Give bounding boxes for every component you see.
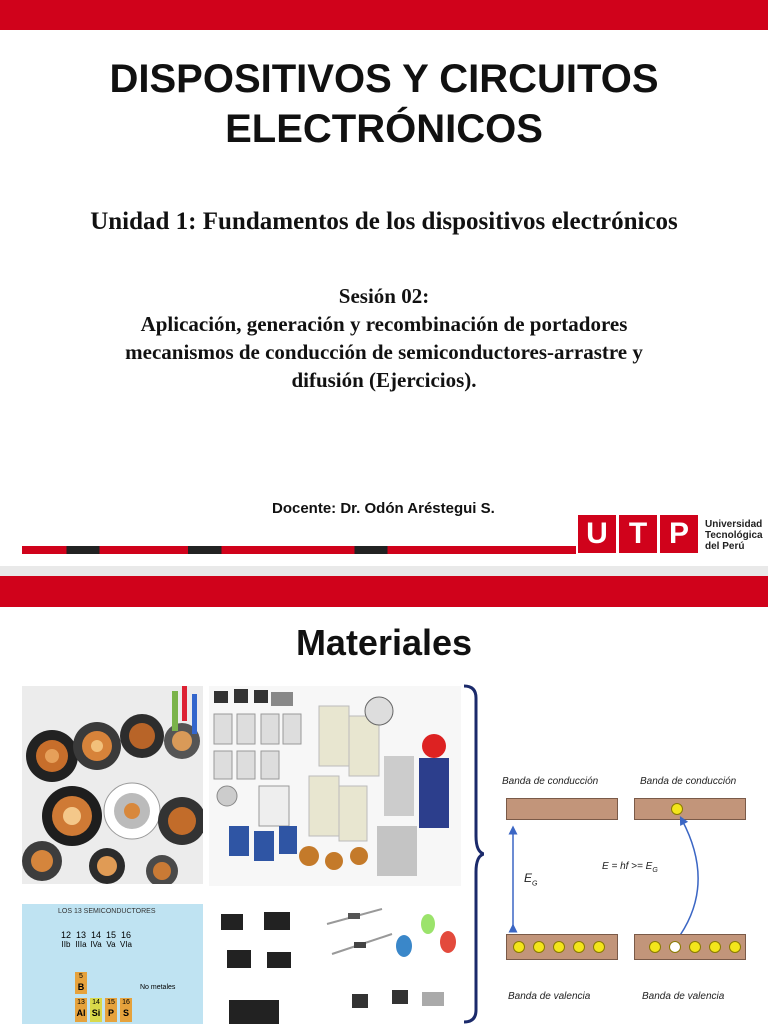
logo-text-line-3: del Perú xyxy=(705,541,745,552)
element-symbol: S xyxy=(122,1008,129,1018)
top-red-bar xyxy=(0,576,768,607)
element-number: 16 xyxy=(122,999,130,1006)
logo-letter-u: U xyxy=(578,515,616,553)
group-name: Va xyxy=(106,940,116,949)
valence-band-label-left: Banda de valencia xyxy=(508,991,591,1002)
eg-arrow xyxy=(505,824,525,934)
element-number: 13 xyxy=(77,999,85,1006)
utp-logo-text xyxy=(705,519,763,552)
group-name: IIb xyxy=(61,940,71,949)
valence-electron xyxy=(593,941,605,953)
electrical-components-photo xyxy=(209,686,461,886)
materials-slide xyxy=(0,576,768,1024)
ic-chips-photo xyxy=(209,904,311,984)
equation-text: E = hf >= E xyxy=(602,861,653,872)
main-title xyxy=(0,54,768,154)
element-cell xyxy=(90,998,102,1022)
valence-band-label-right: Banda de valencia xyxy=(642,991,725,1002)
valence-electron xyxy=(689,941,701,953)
element-symbol: Si xyxy=(91,1008,101,1018)
equation-subscript: G xyxy=(652,867,658,874)
group-name: IVa xyxy=(90,940,102,949)
valence-electron xyxy=(729,941,741,953)
materials-title: Materiales xyxy=(295,622,473,663)
group-numbers xyxy=(60,930,132,940)
decorative-stripe xyxy=(22,546,576,554)
valence-electron xyxy=(533,941,545,953)
valence-electron xyxy=(553,941,565,953)
element-cell xyxy=(75,998,87,1022)
logo-text-line-1: Universidad xyxy=(705,519,763,530)
session-label: Sesión 02: xyxy=(338,284,430,308)
photon-equation xyxy=(602,861,658,874)
brace-bracket xyxy=(462,684,484,1024)
logo-letter-p: P xyxy=(660,515,698,553)
transistors-photo xyxy=(322,984,462,1024)
eg-symbol: E xyxy=(524,871,533,885)
group-names xyxy=(60,940,132,949)
group-number: 13 xyxy=(75,930,86,940)
group-number: 15 xyxy=(105,930,116,940)
ic-chips-photo-2 xyxy=(209,992,311,1024)
title-line-1: DISPOSITIVOS Y CIRCUITOS xyxy=(109,57,659,101)
valence-electron xyxy=(709,941,721,953)
group-number: 14 xyxy=(90,930,101,940)
element-symbol: P xyxy=(107,1008,114,1018)
element-symbol: B xyxy=(77,982,85,992)
element-number: 14 xyxy=(92,999,100,1006)
unit-subtitle: Unidad 1: Fundamentos de los dispositivos electrónicos xyxy=(90,208,678,235)
cables-photo xyxy=(22,686,203,884)
group-number: 12 xyxy=(60,930,71,940)
valence-electron xyxy=(649,941,661,953)
diodes-leds-photo xyxy=(322,904,462,976)
session-line-1: Aplicación, generación y recombinación de portadores xyxy=(140,312,628,336)
conduction-band-left xyxy=(506,798,618,820)
conduction-band-label-right: Banda de conducción xyxy=(640,776,737,787)
excited-electron xyxy=(671,803,683,815)
top-red-bar xyxy=(0,0,768,30)
utp-logo xyxy=(578,515,698,553)
valence-electron xyxy=(573,941,585,953)
logo-text-line-2: Tecnológica xyxy=(705,530,763,541)
transition-arrow xyxy=(672,816,722,946)
group-name: IIIa xyxy=(75,940,87,949)
element-symbol: Al xyxy=(76,1008,86,1018)
logo-letter-t: T xyxy=(619,515,657,553)
session-block xyxy=(40,282,728,394)
element-number: 15 xyxy=(107,999,115,1006)
element-cell xyxy=(75,972,87,994)
group-name: VIa xyxy=(120,940,133,949)
table-caption: LOS 13 SEMICONDUCTORES xyxy=(58,908,156,915)
eg-subscript: G xyxy=(532,880,538,888)
session-line-3: difusión (Ejercicios). xyxy=(291,368,477,392)
element-row xyxy=(75,998,132,1022)
title-line-2: ELECTRÓNICOS xyxy=(225,107,543,151)
element-cell xyxy=(105,998,117,1022)
lecturer-name: Docente: Dr. Odón Aréstegui S. xyxy=(272,500,495,517)
semiconductor-table-image xyxy=(22,904,203,1024)
eg-label xyxy=(524,871,537,887)
session-line-2: mecanismos de conducción de semiconductores-arrastre y xyxy=(125,340,643,364)
conduction-band-label-left: Banda de conducción xyxy=(502,776,599,787)
valence-electron xyxy=(513,941,525,953)
group-number: 16 xyxy=(120,930,131,940)
no-metales-label: No metales xyxy=(140,984,176,991)
hole xyxy=(669,941,681,953)
element-cell xyxy=(120,998,132,1022)
element-number: 5 xyxy=(79,973,83,980)
